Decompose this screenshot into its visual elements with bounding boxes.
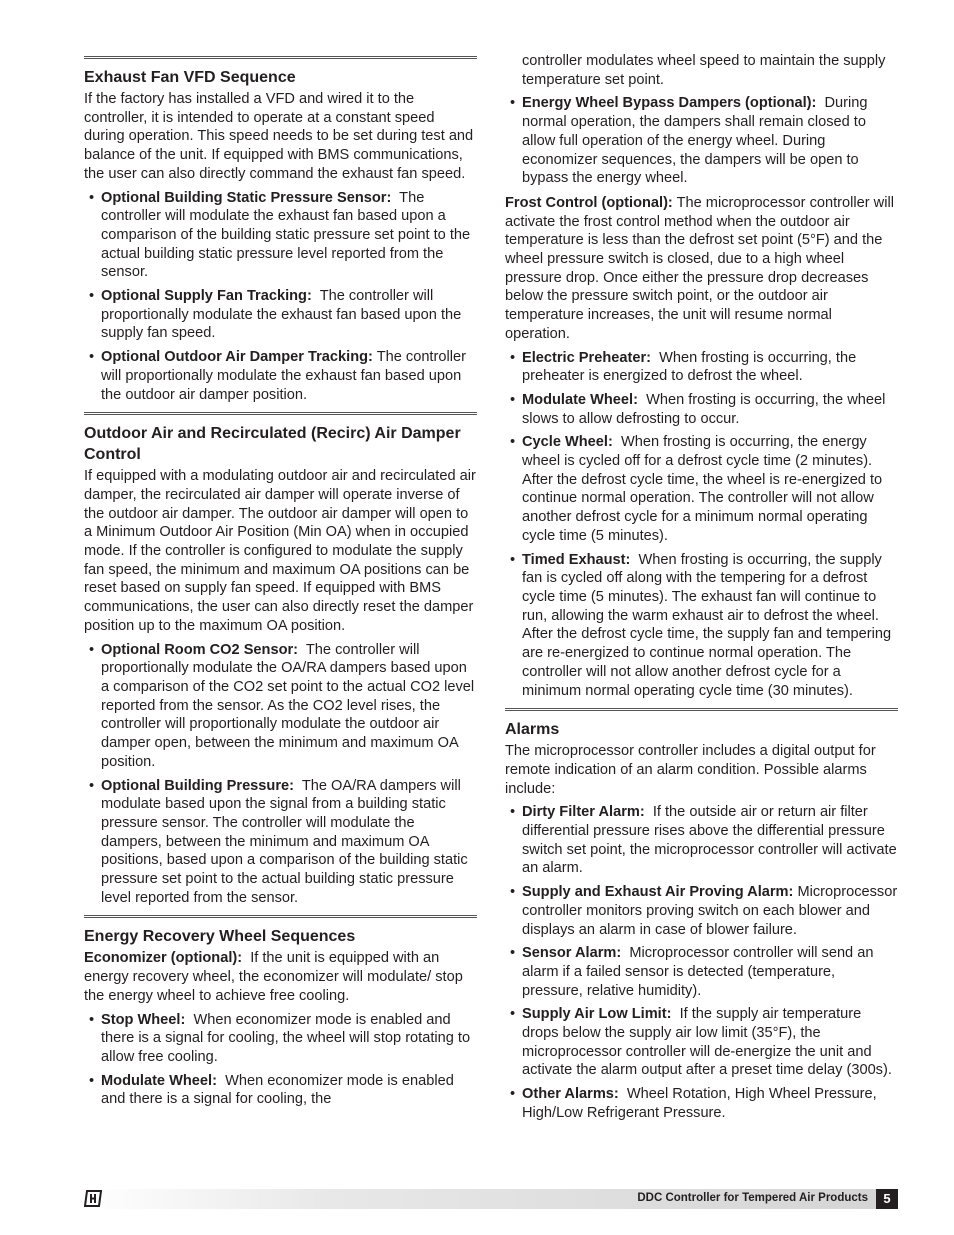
item-label: Modulate Wheel: xyxy=(522,391,638,408)
item-text: When economizer mode is enabled and there is a signal for cooling, the wheel will stop rotating to allow free cooling. xyxy=(101,1011,471,1065)
item-text: When frosting is occurring, the wheel slows to allow defrosting to occur. xyxy=(522,391,886,427)
item-label: Modulate Wheel: xyxy=(101,1072,217,1089)
item-text: The controller will modulate the exhaust fan based upon a comparison of the building static pressure set point to the actual building static pressure level reported from the sensor. xyxy=(101,189,471,281)
item-label: Other Alarms: xyxy=(522,1086,619,1103)
section-divider xyxy=(505,708,898,714)
list-item xyxy=(505,944,898,1000)
paragraph: If equipped with a modulating outdoor air and recirculated air damper, the recirculated air damper will operate inverse of the outdoor air damper. The outdoor air damper will open to a Minimum Outdoor Air Position (Min OA) when in occupied mode. If the controller is configured to modulate the supply fan speed, the minimum and maximum OA positions can be reset based on supply fan speed. If equipped with BMS communications, the user can also directly reset the damper position up to the maximum OA position. xyxy=(84,468,476,634)
section-heading: Exhaust Fan VFD Sequence xyxy=(84,69,296,86)
item-text: If the outside air or return air filter differential pressure rises above the differential pressure switch set point, the microprocessor controller will activate an alarm. xyxy=(522,804,897,877)
item-text: When frosting is occurring, the energy wheel is cycled off for a defrost cycle time (2 minutes). After the defrost cycle time, the wheel is re-energized to continue normal operation. The controller will not allow another defrost cycle for a minimum normal operating cycle time (5 minutes). xyxy=(522,434,883,544)
item-text: When frosting is occurring, the supply fan is cycled off along with the tempering for a defrost cycle time (5 minutes). The exhaust fan will continue to run, allowing the warm exhaust air to defrost the wheel. After the defrost cycle time, the supply fan and tempering are re-energized to continue normal operation. The controller will not allow another defrost cycle for a minimum normal operating cycle time (30 minutes). xyxy=(522,551,892,699)
item-text: When economizer mode is enabled and there is a signal for cooling, the xyxy=(101,1072,454,1108)
list-item xyxy=(505,551,898,701)
paragraph xyxy=(84,949,477,1005)
list-item xyxy=(84,777,477,908)
list-item xyxy=(84,189,477,283)
item-text: During normal operation, the dampers shall remain closed to allow full operation of the energy wheel. During economizer sequences, the dampers will be open to bypass the energy wheel. xyxy=(522,95,868,187)
list-item xyxy=(84,287,477,343)
item-label: Optional Outdoor Air Damper Tracking: xyxy=(101,349,373,366)
list-item xyxy=(505,391,898,428)
bullet-list xyxy=(505,349,898,701)
section-divider xyxy=(84,915,477,921)
item-label: Dirty Filter Alarm: xyxy=(522,804,645,821)
section-heading: Outdoor Air and Recirculated (Recirc) Air Damper Control xyxy=(84,425,461,464)
bullet-list xyxy=(84,641,477,908)
bullet-list xyxy=(505,803,898,1122)
bullet-list xyxy=(505,52,898,188)
item-label: Supply Air Low Limit: xyxy=(522,1006,672,1023)
item-text: If the supply air temperature drops below the supply air low limit (35°F), the microprocessor controller will de-energize the unit and activate the alarm output after a preset time delay (300s). xyxy=(522,1006,892,1079)
list-item xyxy=(505,1005,898,1080)
item-text: The controller will proportionally modulate the OA/RA dampers based upon a comparison of the CO2 set point to the actual CO2 level reported from the sensor. As the CO2 level rises, the controller will proportionally modulate the outdoor air damper open, between the minimum and maximum OA position. xyxy=(101,641,475,770)
item-label: Cycle Wheel: xyxy=(522,434,613,451)
list-item xyxy=(84,641,477,772)
left-column xyxy=(84,56,477,1117)
intro-label: Economizer (optional): xyxy=(84,950,243,967)
list-item-continued xyxy=(505,52,898,89)
intro-text: If the unit is equipped with an energy recovery wheel, the economizer will modulate/ stop the energy wheel to achieve free cooling. xyxy=(84,950,463,1004)
bullet-list xyxy=(84,1011,477,1110)
list-item xyxy=(505,349,898,386)
paragraph: If the factory has installed a VFD and wired it to the controller, it is intended to operate at a constant speed during operation. This speed needs to be set during test and balance of the unit. If equipped with BMS communications, the user can also directly command the exhaust fan speed. xyxy=(84,91,474,182)
item-text: Wheel Rotation, High Wheel Pressure, High/Low Refrigerant Pressure. xyxy=(522,1086,877,1121)
list-item xyxy=(505,94,898,188)
page-number: 5 xyxy=(876,1189,898,1209)
item-label: Optional Supply Fan Tracking: xyxy=(101,288,312,305)
list-item xyxy=(505,883,898,939)
paragraph xyxy=(505,194,898,344)
item-label: Electric Preheater: xyxy=(522,349,651,366)
item-label: Optional Building Static Pressure Sensor: xyxy=(101,189,392,206)
list-item xyxy=(84,348,477,404)
section-divider xyxy=(84,56,477,62)
frost-label: Frost Control (optional): xyxy=(505,194,673,211)
section-exhaust-fan-vfd xyxy=(84,56,477,404)
list-item xyxy=(505,803,898,878)
item-label: Timed Exhaust: xyxy=(522,551,631,568)
list-item xyxy=(505,1085,898,1122)
item-text: The controller will proportionally modulate the exhaust fan based upon the outdoor air damper position. xyxy=(101,349,466,403)
item-label: Supply and Exhaust Air Proving Alarm: xyxy=(522,884,794,901)
item-text: When frosting is occurring, the preheater is energized to defrost the wheel. xyxy=(522,349,857,385)
item-text: The OA/RA dampers will modulate based upon the signal from a building static pressure sensor. The controller will modulate the dampers, between the minimum and maximum OA positions, based upon a comparison of the building static pressure set point to the actual building static pressure level reported from the sensor. xyxy=(101,777,468,906)
greenheck-logo-icon xyxy=(84,1190,102,1207)
section-heading: Alarms xyxy=(505,721,560,739)
item-text: controller modulates wheel speed to maintain the supply temperature set point. xyxy=(522,53,886,88)
footer-title: DDC Controller for Tempered Air Products xyxy=(637,1192,868,1204)
section-divider xyxy=(84,412,477,418)
list-item xyxy=(84,1072,477,1109)
section-heading: Energy Recovery Wheel Sequences xyxy=(84,928,356,946)
item-text: The controller will proportionally modulate the exhaust fan based upon the supply fan speed. xyxy=(101,288,462,342)
paragraph: The microprocessor controller includes a digital output for remote indication of an alarm condition. Possible alarms include: xyxy=(505,743,876,797)
item-label: Energy Wheel Bypass Dampers (optional): xyxy=(522,95,817,112)
item-label: Sensor Alarm: xyxy=(522,945,622,962)
item-label: Optional Room CO2 Sensor: xyxy=(101,641,299,658)
list-item xyxy=(84,1011,477,1067)
bullet-list xyxy=(84,189,477,405)
item-text: Microprocessor controller monitors proving switch on each blower and displays an alarm in case of blower failure. xyxy=(522,884,898,938)
item-text: Microprocessor controller will send an alarm if a failed sensor is detected (temperature, pressure, relative humidity). xyxy=(522,945,874,999)
section-alarms xyxy=(505,708,898,1122)
item-label: Stop Wheel: xyxy=(101,1011,186,1028)
right-column xyxy=(505,53,898,1131)
item-label: Optional Building Pressure: xyxy=(101,777,294,794)
section-damper-control xyxy=(84,412,477,907)
section-energy-recovery-wheel xyxy=(84,915,477,1109)
page-footer xyxy=(84,1189,898,1209)
frost-text: The microprocessor controller will activate the frost control method when the outdoor air temperature is less than the defrost set point (5°F) and the wheel pressure switch is closed, due to a high wheel pressure drop. Once either the pressure drop decreases below the pressure switch point, or the outdoor air temperature increases, the unit will resume normal operation. xyxy=(505,194,894,342)
bullet-mask xyxy=(505,52,519,70)
list-item xyxy=(505,433,898,545)
